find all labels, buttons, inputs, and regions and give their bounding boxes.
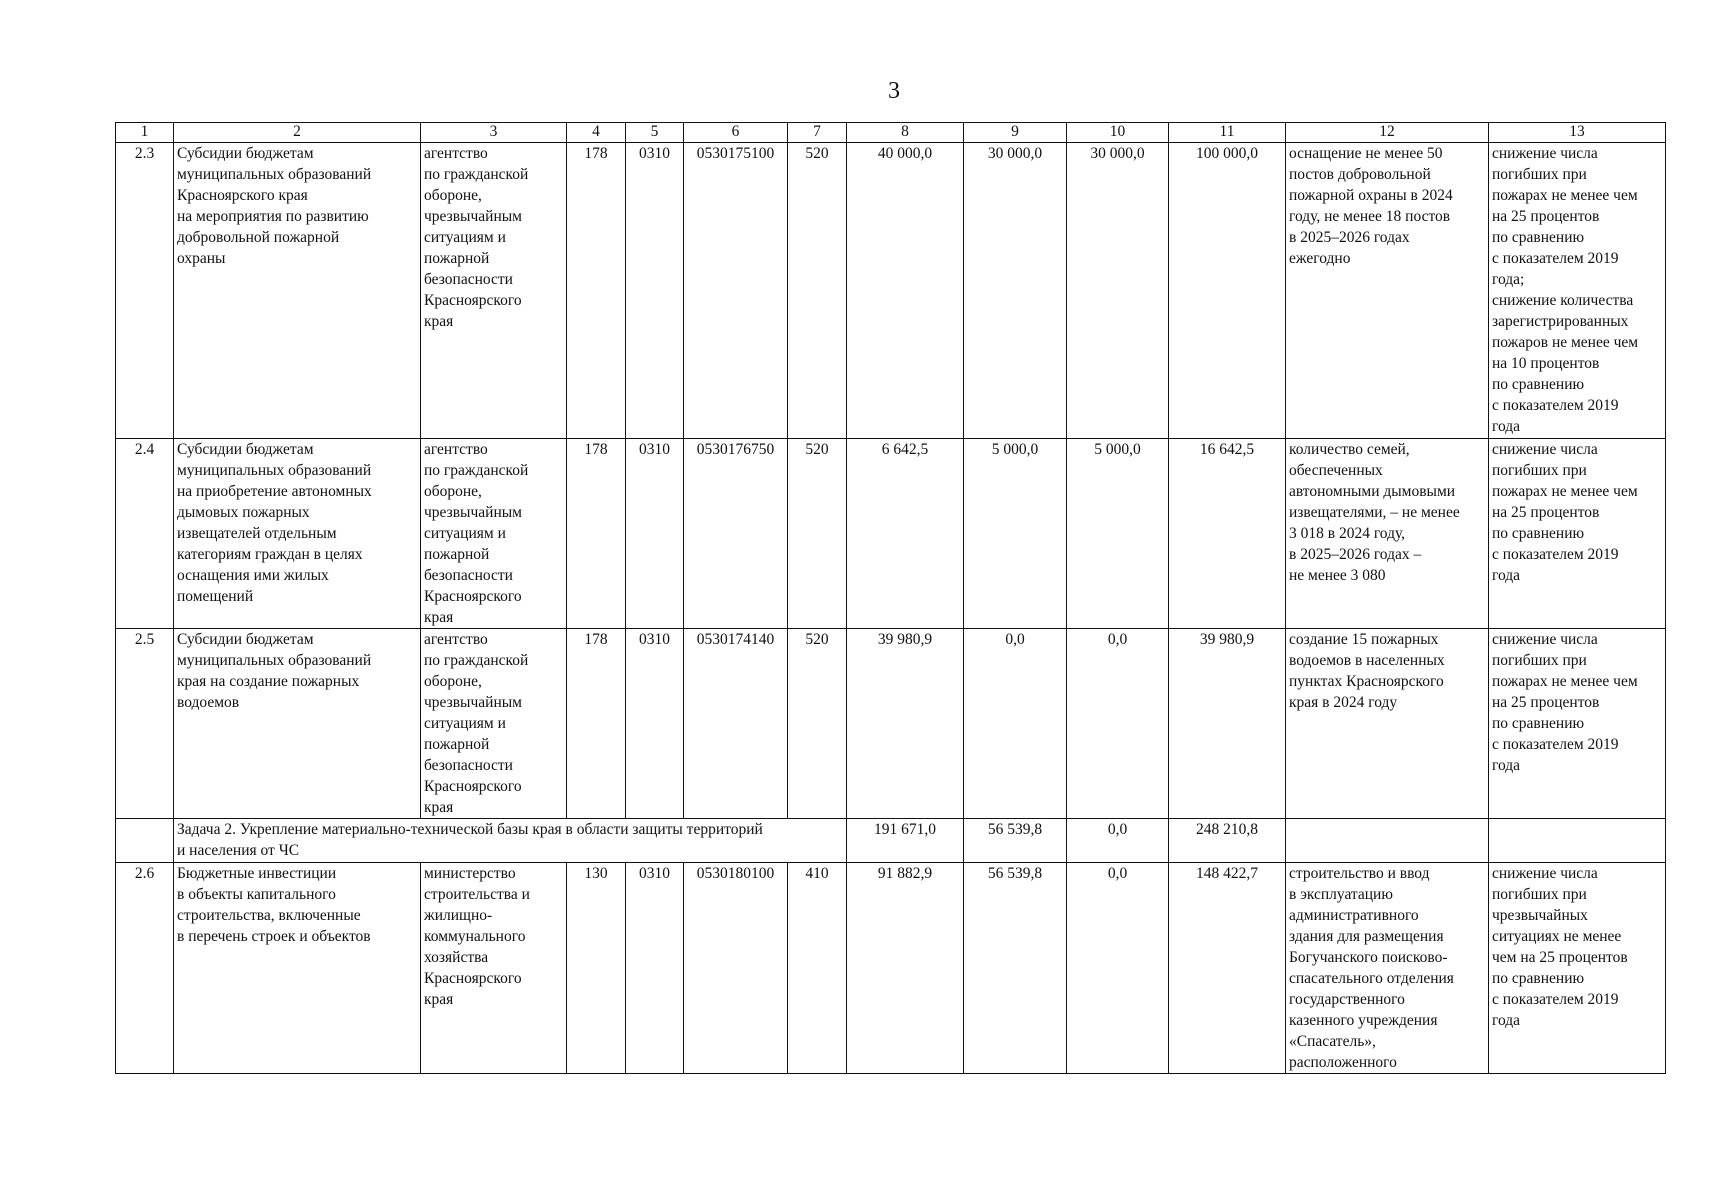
col-header: 13 — [1489, 123, 1666, 143]
task-amount-total: 248 210,8 — [1169, 819, 1286, 863]
amount-2026: 0,0 — [1067, 863, 1169, 1074]
task-amount-2026: 0,0 — [1067, 819, 1169, 863]
csr-code: 0530180100 — [684, 863, 788, 1074]
amount-total: 100 000,0 — [1169, 143, 1286, 439]
amount-2024: 6 642,5 — [847, 439, 964, 629]
grbs-code: 178 — [567, 629, 626, 819]
col-header: 10 — [1067, 123, 1169, 143]
col-header: 11 — [1169, 123, 1286, 143]
task-title: Задача 2. Укрепление материально-технической базы края в области защиты территорий и населения от ЧС — [174, 819, 847, 863]
table-row — [116, 863, 1666, 1074]
rzpr-code: 0310 — [626, 863, 684, 1074]
row-number: 2.3 — [116, 143, 174, 439]
csr-code: 0530176750 — [684, 439, 788, 629]
indicator-impact: снижение числа погибших при пожарах не менее чем на 25 процентов по сравнению с показателем 2019 года — [1489, 439, 1666, 629]
page-number: 3 — [888, 78, 900, 104]
row-number: 2.5 — [116, 629, 174, 819]
measure-name: Бюджетные инвестиции в объекты капитального строительства, включенные в перечень строек и объектов — [174, 863, 421, 1074]
vr-code: 520 — [788, 143, 847, 439]
rzpr-code: 0310 — [626, 143, 684, 439]
amount-total: 16 642,5 — [1169, 439, 1286, 629]
table-row — [116, 439, 1666, 629]
indicator-impact: снижение числа погибших при чрезвычайных ситуациях не менее чем на 25 процентов по сравнению с показателем 2019 года — [1489, 863, 1666, 1074]
amount-2024: 40 000,0 — [847, 143, 964, 439]
task-amount-2025: 56 539,8 — [964, 819, 1067, 863]
task-amount-2024: 191 671,0 — [847, 819, 964, 863]
task-number — [116, 819, 174, 863]
expected-result: количество семей, обеспеченных автономными дымовыми извещателями, – не менее 3 018 в 2024 году, в 2025–2026 годах – не менее 3 080 — [1286, 439, 1489, 629]
col-header: 12 — [1286, 123, 1489, 143]
rzpr-code: 0310 — [626, 629, 684, 819]
measure-name: Субсидии бюджетам муниципальных образований на приобретение автономных дымовых пожарных извещателей отдельным категориям граждан в целях оснащения ими жилых помещений — [174, 439, 421, 629]
rzpr-code: 0310 — [626, 439, 684, 629]
executor: агентство по гражданской обороне, чрезвычайным ситуациям и пожарной безопасности Красноярского края — [421, 629, 567, 819]
col-header: 7 — [788, 123, 847, 143]
col-header: 6 — [684, 123, 788, 143]
expected-result: оснащение не менее 50 постов добровольной пожарной охраны в 2024 году, не менее 18 постов в 2025–2026 годах ежегодно — [1286, 143, 1489, 439]
amount-2025: 5 000,0 — [964, 439, 1067, 629]
expected-result: создание 15 пожарных водоемов в населенных пунктах Красноярского края в 2024 году — [1286, 629, 1489, 819]
col-header: 1 — [116, 123, 174, 143]
indicator-impact: снижение числа погибших при пожарах не менее чем на 25 процентов по сравнению с показателем 2019 года; снижение количества зарегистрированных пожаров не менее чем на 10 процентов по сравнению с показателем 2019 года — [1489, 143, 1666, 439]
amount-total: 148 422,7 — [1169, 863, 1286, 1074]
indicator-impact: снижение числа погибших при пожарах не менее чем на 25 процентов по сравнению с показателем 2019 года — [1489, 629, 1666, 819]
table-row — [116, 629, 1666, 819]
csr-code: 0530175100 — [684, 143, 788, 439]
amount-2026: 5 000,0 — [1067, 439, 1169, 629]
amount-2025: 0,0 — [964, 629, 1067, 819]
vr-code: 410 — [788, 863, 847, 1074]
col-header: 4 — [567, 123, 626, 143]
row-number: 2.4 — [116, 439, 174, 629]
grbs-code: 178 — [567, 439, 626, 629]
measure-name: Субсидии бюджетам муниципальных образований Красноярского края на мероприятия по развитию добровольной пожарной охраны — [174, 143, 421, 439]
amount-2026: 30 000,0 — [1067, 143, 1169, 439]
col-header: 5 — [626, 123, 684, 143]
amount-2024: 91 882,9 — [847, 863, 964, 1074]
task-result — [1286, 819, 1489, 863]
expected-result: строительство и ввод в эксплуатацию административного здания для размещения Богучанского поисково- спасательного отделения государственного казенного учреждения «Спасатель», расположенного — [1286, 863, 1489, 1074]
task-impact — [1489, 819, 1666, 863]
vr-code: 520 — [788, 439, 847, 629]
task-row — [116, 819, 1666, 863]
program-table — [115, 122, 1666, 1074]
table-row — [116, 143, 1666, 439]
col-header: 9 — [964, 123, 1067, 143]
executor: агентство по гражданской обороне, чрезвычайным ситуациям и пожарной безопасности Красноярского края — [421, 143, 567, 439]
header-row — [116, 123, 1666, 143]
row-number: 2.6 — [116, 863, 174, 1074]
col-header: 3 — [421, 123, 567, 143]
measure-name: Субсидии бюджетам муниципальных образований края на создание пожарных водоемов — [174, 629, 421, 819]
col-header: 8 — [847, 123, 964, 143]
executor: агентство по гражданской обороне, чрезвычайным ситуациям и пожарной безопасности Красноярского края — [421, 439, 567, 629]
executor: министерство строительства и жилищно- коммунального хозяйства Красноярского края — [421, 863, 567, 1074]
grbs-code: 130 — [567, 863, 626, 1074]
amount-2025: 56 539,8 — [964, 863, 1067, 1074]
amount-2025: 30 000,0 — [964, 143, 1067, 439]
amount-total: 39 980,9 — [1169, 629, 1286, 819]
vr-code: 520 — [788, 629, 847, 819]
grbs-code: 178 — [567, 143, 626, 439]
csr-code: 0530174140 — [684, 629, 788, 819]
amount-2026: 0,0 — [1067, 629, 1169, 819]
amount-2024: 39 980,9 — [847, 629, 964, 819]
col-header: 2 — [174, 123, 421, 143]
